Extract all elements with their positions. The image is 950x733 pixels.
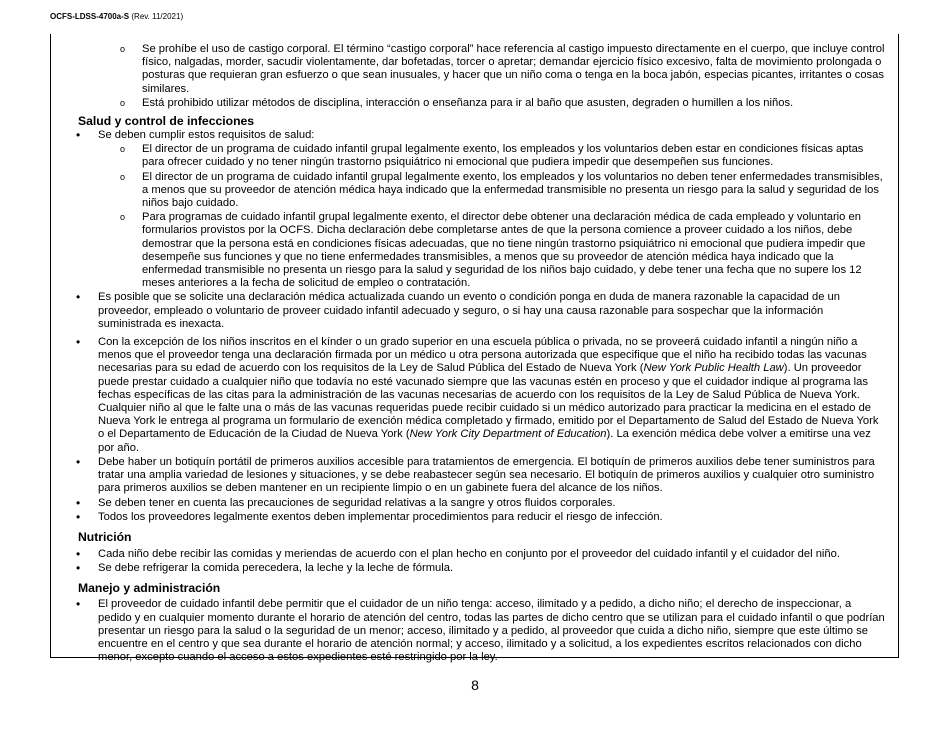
document-body [50, 43, 899, 664]
vaccines-text-2: ). Un proveedor puede prestar cuidado a cualquier niño que todavía no esté vacunado siempre que las vacunas estén en proceso y que el cuidador indique al programa las fechas específicas de las citas para la administración de las vacunas necesarias de acuerdo con los requisitos de la Ley de Salud Pública de Nueva York. Cualquier niño al que le falte una o más de las vacunas requeridas puede recibir cuidado si un médico autorizado para practicar la medicina en el estado de Nueva York le entrega al programa un formulario de exención médica completado y firmado, emitido por el Departamento de Salud del Estado de Nueva York o el Departamento de Educación de la Ciudad de Nueva York ( [98, 362, 879, 441]
list-item: • Todos los proveedores legalmente exentos deben implementar procedimientos para reducir el riesgo de infección. [98, 511, 885, 524]
health-list [50, 129, 899, 524]
list-item: • Debe haber un botiquín portátil de primeros auxilios accesible para tratamientos de emergencia. El botiquín de primeros auxilios debe tener suministros para tratar una amplia variedad de lesiones y situaciones, y se debe reabastecer según sea necesario. El botiquín de primeros auxilios y cualquier otro suministro para primeros auxilios se deben mantener en un recipiente limpio o en un gabinete fuera del alcance de los niños. [98, 456, 885, 496]
vaccines-law-name: New York Public Health Law [643, 362, 784, 375]
nutrition-heading: Nutrición [78, 529, 132, 544]
health-intro: Se deben cumplir estos requisitos de salud: [98, 129, 315, 142]
vaccines-dept-name: New York City Department of Education [409, 428, 607, 441]
management-heading: Manejo y administración [78, 581, 221, 596]
list-item [98, 336, 885, 455]
list-item: • Se debe refrigerar la comida perecedera, la leche y la leche de fórmula. [98, 562, 885, 575]
health-heading: Salud y control de infecciones [78, 114, 255, 129]
list-item: • Es posible que se solicite una declaración médica actualizada cuando un evento o condición ponga en duda de manera razonable la capacidad de un proveedor, empleado o voluntario de proveer cuidado infantil adecuado y seguro, o si hay una causa razonable para sospechar que la información suministrada es inexacta. [98, 291, 885, 331]
page-number: 8 [471, 677, 479, 693]
list-item: o Está prohibido utilizar métodos de disciplina, interacción o enseñanza para ir al baño que asusten, degraden o humillen a los niños. [142, 97, 885, 110]
form-code: OCFS-LDSS-4700a-S [50, 12, 130, 21]
nutrition-list [50, 548, 899, 575]
form-identifier [50, 12, 183, 21]
list-item: • Se deben tener en cuenta las precauciones de seguridad relativas a la sangre y otros fluidos corporales. [98, 497, 885, 510]
list-item: • El proveedor de cuidado infantil debe permitir que el cuidador de un niño tenga: acceso, ilimitado y a pedido, a dicho niño; el derecho de inspeccionar, a pedido y en cualquier momento durante el horario de atención del centro, todas las partes de dicho centro que se utilizan para el cuidado infantil o que podrían presentar un riesgo para la salud o la seguridad de un menor; acceso, ilimitado y a pedido, al proveedor que cuida a dicho niño, siempre que este último se encuentre en el centro y que sea durante el horario de atención normal; y acceso, ilimitado y a solicitud, a los expedientes escritos relacionados con dicho menor, excepto cuando el acceso a estos expedientes esté restringido por la ley. [98, 598, 885, 664]
list-item: o Se prohíbe el uso de castigo corporal. El término “castigo corporal” hace referencia al castigo impuesto directamente en el cuerpo, que incluye control físico, nalgadas, morder, sacudir violentamente, dar bofetadas, torcer o apretar; demandar ejercicio físico excesivo, falta de movimiento prolongada o posturas que requieran gran esfuerzo o que sean inusuales, y hacer que un niño coma o tenga en la boca jabón, especias picantes, irritantes o cosas similares. [142, 43, 885, 96]
vaccines-text-1: Con la excepción de los niños inscritos en el kínder o un grado superior en una escuela pública o privada, no se proveerá cuidado infantil a ningún niño a menos que el proveedor tenga una declaración firmada por un médico u otra persona autorizada que especifique que el niño ha recibido todas las vacunas necesarias para su edad de acuerdo con los requisitos de la Ley de Salud Pública del Estado de Nueva York ( [98, 336, 867, 375]
discipline-subitems [50, 43, 899, 110]
list-item: o Para programas de cuidado infantil grupal legalmente exento, el director debe obtener una declaración médica de cada empleado y voluntario en formularios provistos por la OCFS. Dicha declaración debe completarse antes de que la persona comience a proveer cuidado a los niños, debe demostrar que la persona está en condiciones físicas adecuadas, que no tiene ningún trastorno psiquiátrico ni emocional que pudiera impedir que desempeñe sus funciones y que no tiene enfermedades transmisibles, a menos que su proveedor de atención médica haya indicado que la enfermedad transmisible no presenta un riesgo para la salud y seguridad de los niños bajo cuidado, y debe tener una fecha que no supere los 12 meses anteriores a la fecha de solicitud de empleo o contratación. [142, 211, 885, 290]
list-item: • Cada niño debe recibir las comidas y meriendas de acuerdo con el plan hecho en conjunto por el proveedor del cuidado infantil y el cuidador del niño. [98, 548, 885, 561]
health-requirements [98, 143, 885, 290]
management-list [50, 598, 899, 664]
vaccines-text-3: ). La exención médica debe volver a emitirse una vez por año. [98, 428, 871, 454]
list-item: o El director de un programa de cuidado infantil grupal legalmente exento, los empleados y los voluntarios deben estar en condiciones físicas aptas para ofrecer cuidado y no tener ningún trastorno psiquiátrico ni emocional que pudiera impedir que desempeñen sus funciones. [142, 143, 885, 169]
list-item: o El director de un programa de cuidado infantil grupal legalmente exento, los empleados y los voluntarios no deben tener enfermedades transmisibles, a menos que su proveedor de atención médica haya indicado que la enfermedad transmisible no presenta un riesgo para la salud y seguridad de los niños bajo cuidado. [142, 171, 885, 211]
form-revision: (Rev. 11/2021) [131, 12, 184, 21]
list-item [98, 129, 885, 290]
